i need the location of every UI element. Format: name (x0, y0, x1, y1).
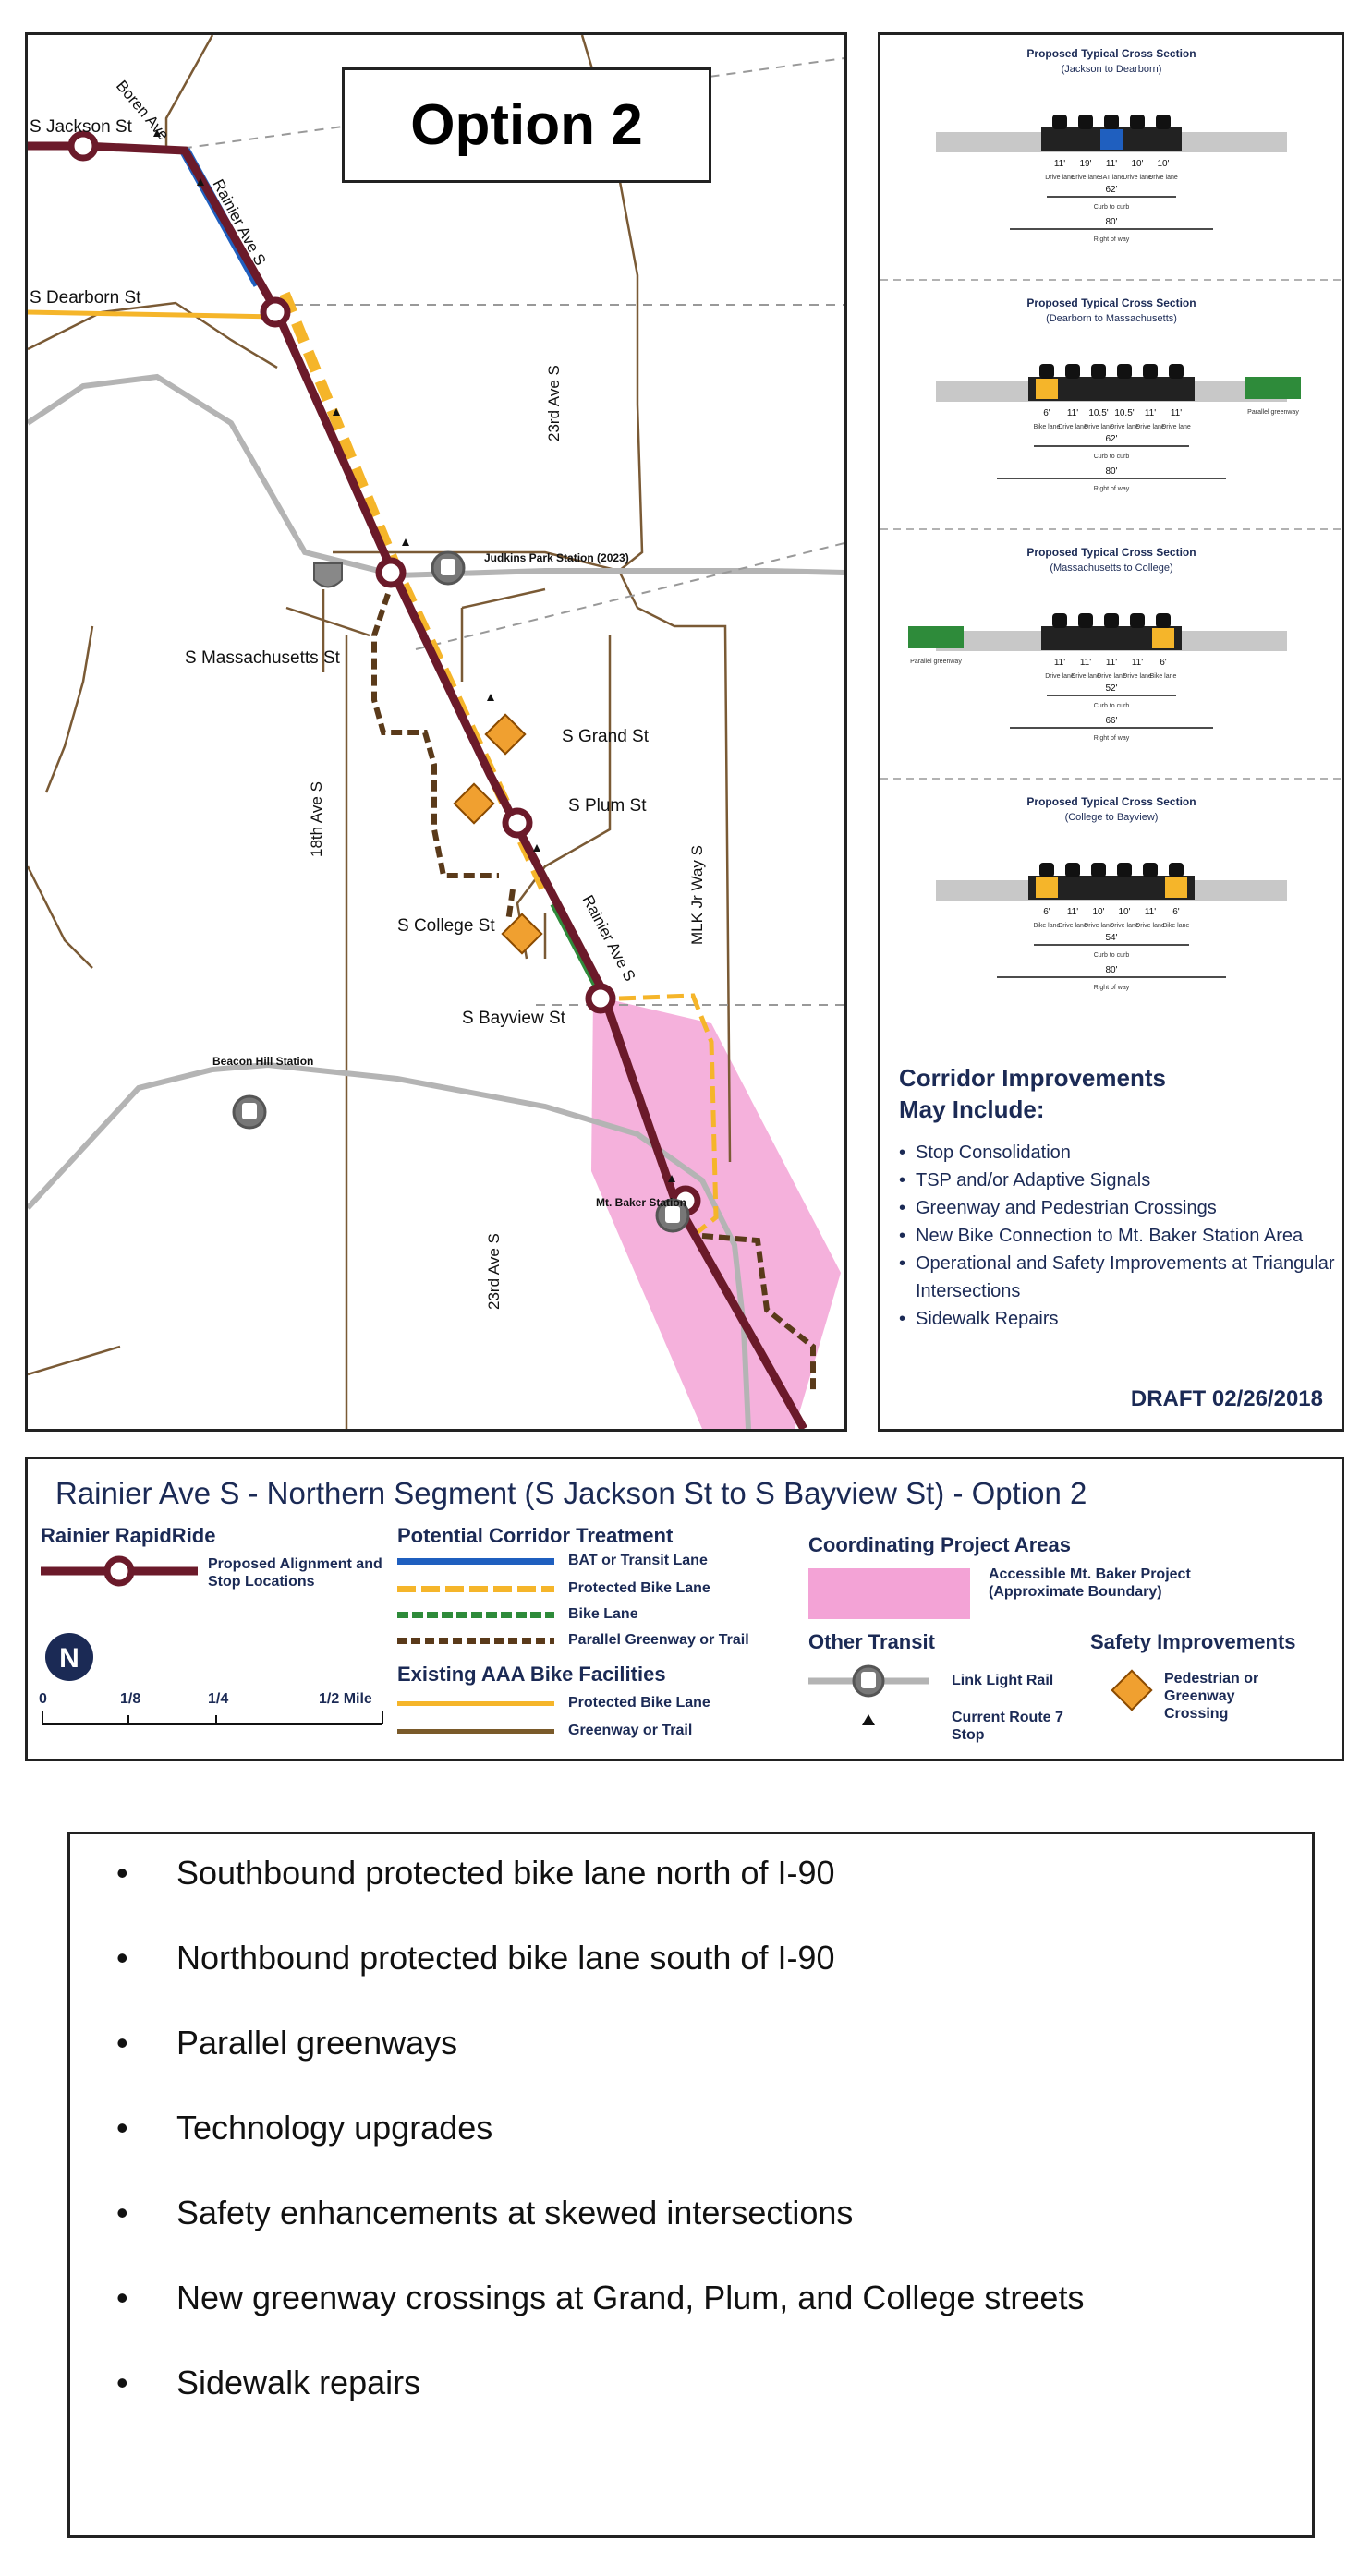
legend-light-rail: Link Light Rail (952, 1673, 1054, 1688)
legend-panel (25, 1457, 1344, 1761)
corridor-title-line2: May Include: (899, 1095, 1045, 1123)
note-item: • Northbound protected bike lane south of I-90 (116, 1938, 1084, 1978)
legend-other-transit-head: Other Transit (808, 1630, 935, 1653)
label-rainier-north: Rainier Ave S (209, 175, 270, 269)
row-label: Right of way (1093, 486, 1130, 492)
section-vehicle (1091, 863, 1106, 877)
lane-type: Bike lane (1162, 923, 1190, 929)
section-title: Proposed Typical Cross Section (1026, 546, 1196, 559)
corridor-improvements-list (899, 1139, 1342, 1333)
scale-quarter: 1/4 (208, 1691, 229, 1707)
lane-width: 6' (1172, 907, 1180, 917)
section-lane (1062, 379, 1084, 399)
legend-route7-icon (861, 1713, 876, 1726)
section-vehicle (1117, 863, 1132, 877)
legend-light-rail-symbol (808, 1663, 929, 1699)
existing-bike-dearborn (28, 312, 277, 317)
section-lane (1139, 379, 1161, 399)
lane-width: 10' (1131, 159, 1144, 169)
corridor-item: • Stop Consolidation (899, 1139, 1342, 1167)
lane-width: 6' (1043, 408, 1050, 418)
north-letter: N (59, 1643, 79, 1674)
legend-existing-protected: Protected Bike Lane (568, 1695, 710, 1711)
section-vehicle (1169, 863, 1184, 877)
lane-width: 11' (1131, 658, 1144, 668)
corridor-title-line1: Corridor Improvements (899, 1064, 1166, 1092)
cross-sections-panel (878, 32, 1344, 1432)
section-greenway-swatch (1245, 377, 1301, 399)
label-plum: S Plum St (568, 796, 647, 816)
lane-type: Drive lane (1123, 175, 1152, 181)
lane-type: Drive lane (1110, 424, 1139, 430)
lane-type: Drive lane (1135, 923, 1165, 929)
lane-width: 11' (1079, 658, 1092, 668)
legend-protected: Protected Bike Lane (568, 1580, 710, 1596)
section-lane (1126, 129, 1148, 150)
row-label: Right of way (1093, 735, 1130, 742)
legend-safety-icon (1109, 1667, 1155, 1713)
note-item: • Parallel greenways (116, 2023, 1084, 2063)
lane-width: 10' (1157, 159, 1170, 169)
label-grand: S Grand St (562, 727, 649, 746)
scale-0: 0 (39, 1691, 47, 1707)
section-lane (1036, 877, 1058, 898)
label-rainier-south: Rainier Ave S (578, 891, 639, 985)
lane-type: Drive lane (1097, 673, 1126, 680)
section-lane (1165, 877, 1187, 898)
section-vehicle (1143, 863, 1158, 877)
curb-to-curb-label: Curb to curb (1093, 204, 1130, 211)
lane-width: 19' (1079, 159, 1092, 169)
section-vehicle (1039, 364, 1054, 379)
section-vehicle (1039, 863, 1054, 877)
legend-bike-lane-line (397, 1612, 554, 1618)
legend-greenway-line (397, 1638, 554, 1644)
note-item: • Southbound protected bike lane north of I-90 (116, 1853, 1084, 1893)
section-lane (1139, 877, 1161, 898)
section-subtitle: (Dearborn to Massachusetts) (1046, 313, 1177, 324)
legend-rapidride-item: Proposed Alignment and Stop Locations (208, 1556, 382, 1590)
map-panel (25, 32, 847, 1432)
lane-type: Drive lane (1084, 424, 1113, 430)
note-item: • Safety enhancements at skewed intersections (116, 2193, 1084, 2233)
section-lane (1036, 379, 1058, 399)
section-vehicle (1078, 115, 1093, 129)
label-mlk: MLK Jr Way S (688, 845, 706, 945)
lane-width: 10' (1118, 907, 1131, 917)
legend-safety: Pedestrian or Greenway Crossing (1164, 1671, 1259, 1722)
section-lane (1165, 379, 1187, 399)
section-lane (1126, 628, 1148, 648)
section-vehicle (1052, 115, 1067, 129)
lane-width: 10.5' (1088, 408, 1109, 418)
label-jackson: S Jackson St (30, 117, 132, 137)
lane-type: Drive lane (1071, 175, 1100, 181)
lane-type: Drive lane (1084, 923, 1113, 929)
legend-existing-head: Existing AAA Bike Facilities (397, 1663, 666, 1686)
legend-coord-head: Coordinating Project Areas (808, 1533, 1072, 1556)
lane-type: Drive lane (1045, 673, 1075, 680)
notes-list (116, 1853, 1084, 2448)
lane-width: 11' (1053, 159, 1066, 169)
section-lane (1049, 628, 1071, 648)
section-lane (1113, 877, 1135, 898)
cross-section-diagrams (880, 35, 1342, 1051)
section-lane (1152, 628, 1174, 648)
section-vehicle (1052, 613, 1067, 628)
lane-type: Drive lane (1161, 424, 1191, 430)
section-lane (1049, 129, 1071, 150)
lane-width: 11' (1066, 408, 1079, 418)
corridor-item: • New Bike Connection to Mt. Baker Station Area (899, 1222, 1342, 1250)
note-item: • Sidewalk repairs (116, 2363, 1084, 2403)
section-lane (1062, 877, 1084, 898)
section-lane (1087, 379, 1110, 399)
label-mt-baker: Mt. Baker Station (596, 1196, 687, 1209)
section-vehicle (1156, 115, 1171, 129)
label-bayview: S Bayview St (462, 1009, 565, 1028)
curb-to-curb-value: 54' (1105, 933, 1118, 943)
section-vehicle (1130, 115, 1145, 129)
lane-width: 10.5' (1114, 408, 1135, 418)
corridor-item: • Greenway and Pedestrian Crossings (899, 1194, 1342, 1222)
corridor-item: • Sidewalk Repairs (899, 1305, 1342, 1333)
legend-rapidride-head: Rainier RapidRide (41, 1524, 216, 1547)
curb-to-curb-value: 62' (1105, 185, 1118, 195)
legend-mt-baker: Accessible Mt. Baker Project (Approximate Boundary) (989, 1566, 1191, 1600)
legend-title: Rainier Ave S - Northern Segment (S Jackson St to S Bayview St) - Option 2 (55, 1476, 1087, 1510)
section-title: Proposed Typical Cross Section (1026, 795, 1196, 808)
lane-width: 11' (1144, 907, 1157, 917)
label-18th: 18th Ave S (308, 781, 325, 857)
row-value: 80' (1105, 965, 1118, 975)
legend-route7: Current Route 7 Stop (952, 1710, 1063, 1743)
section-lane (1100, 129, 1123, 150)
curb-to-curb-value: 62' (1105, 434, 1118, 444)
row-value: 80' (1105, 466, 1118, 477)
lane-type: Drive lane (1135, 424, 1165, 430)
section-subtitle: (College to Bayview) (1064, 812, 1159, 823)
legend-mt-baker-swatch (808, 1568, 970, 1619)
lane-width: 11' (1066, 907, 1079, 917)
corridor-item: • TSP and/or Adaptive Signals (899, 1167, 1342, 1194)
label-dearborn: S Dearborn St (30, 288, 141, 308)
section-lane (1152, 129, 1174, 150)
label-23rd-north: 23rd Ave S (545, 365, 563, 441)
section-vehicle (1065, 863, 1080, 877)
highway-i90 (28, 377, 844, 575)
legend-protected-line (397, 1586, 554, 1592)
corridor-item: • Operational and Safety Improvements at Triangular Intersections (899, 1250, 1342, 1305)
section-lane (1100, 628, 1123, 648)
lane-type: Drive lane (1058, 923, 1087, 929)
lane-width: 11' (1170, 408, 1183, 418)
curb-to-curb-label: Curb to curb (1093, 703, 1130, 709)
curb-to-curb-label: Curb to curb (1093, 952, 1130, 959)
section-vehicle (1065, 364, 1080, 379)
lane-type: Bike lane (1033, 923, 1061, 929)
row-label: Right of way (1093, 236, 1130, 243)
row-value: 80' (1105, 217, 1118, 227)
label-judkins: Judkins Park Station (2023) (484, 551, 629, 564)
lane-width: 6' (1160, 658, 1167, 668)
legend-existing-greenway: Greenway or Trail (568, 1723, 693, 1738)
lane-type: Drive lane (1110, 923, 1139, 929)
lane-width: 11' (1144, 408, 1157, 418)
north-arrow-icon (44, 1630, 94, 1684)
section-lane (1113, 379, 1135, 399)
label-boren: Boren Ave (112, 77, 173, 144)
section-vehicle (1078, 613, 1093, 628)
label-beacon-hill: Beacon Hill Station (212, 1055, 314, 1068)
section-vehicle (1117, 364, 1132, 379)
section-vehicle (1130, 613, 1145, 628)
section-vehicle (1104, 613, 1119, 628)
section-side-label: Parallel greenway (910, 659, 962, 665)
lane-width: 10' (1092, 907, 1105, 917)
option-title: Option 2 (342, 67, 711, 183)
legend-treatment-head: Potential Corridor Treatment (397, 1524, 674, 1547)
label-massachusetts: S Massachusetts St (185, 648, 340, 668)
label-23rd-south: 23rd Ave S (485, 1233, 503, 1310)
section-vehicle (1091, 364, 1106, 379)
lane-width: 6' (1043, 907, 1050, 917)
section-vehicle (1169, 364, 1184, 379)
lane-type: Drive lane (1071, 673, 1100, 680)
lane-width: 11' (1105, 159, 1118, 169)
curb-to-curb-label: Curb to curb (1093, 454, 1130, 460)
row-value: 66' (1105, 716, 1118, 726)
section-side-label: Parallel greenway (1247, 409, 1299, 416)
lane-type: Drive lane (1148, 175, 1178, 181)
legend-bat: BAT or Transit Lane (568, 1553, 708, 1568)
section-lane (1075, 628, 1097, 648)
section-subtitle: (Jackson to Dearborn) (1061, 64, 1162, 75)
section-title: Proposed Typical Cross Section (1026, 47, 1196, 60)
section-leader-lines (166, 58, 844, 1005)
scale-eighth: 1/8 (120, 1691, 141, 1707)
lane-width: 11' (1105, 658, 1118, 668)
lane-type: Drive lane (1123, 673, 1152, 680)
scale-bar (41, 1704, 406, 1741)
legend-existing-protected-line (397, 1701, 554, 1706)
legend-safety-head: Safety Improvements (1090, 1630, 1296, 1653)
legend-greenway: Parallel Greenway or Trail (568, 1632, 749, 1648)
legend-bat-line (397, 1558, 554, 1565)
lane-width: 11' (1053, 658, 1066, 668)
lane-type: BAT lane (1098, 175, 1125, 181)
section-lane (1075, 129, 1097, 150)
note-item: • New greenway crossings at Grand, Plum, and College streets (116, 2278, 1084, 2318)
lane-type: Drive lane (1058, 424, 1087, 430)
row-label: Right of way (1093, 985, 1130, 991)
legend-bike-lane: Bike Lane (568, 1606, 638, 1622)
lane-type: Drive lane (1045, 175, 1075, 181)
section-greenway-swatch (908, 626, 964, 648)
notes-panel (67, 1832, 1315, 2538)
curb-to-curb-value: 52' (1105, 683, 1118, 694)
section-vehicle (1143, 364, 1158, 379)
section-subtitle: (Massachusetts to College) (1050, 562, 1173, 574)
section-vehicle (1104, 115, 1119, 129)
i90-shield (314, 563, 342, 587)
corridor-improvements-title (899, 1062, 1166, 1125)
lane-type: Bike lane (1149, 673, 1177, 680)
label-college: S College St (397, 916, 495, 936)
draft-date: DRAFT 02/26/2018 (1130, 1386, 1323, 1411)
section-title: Proposed Typical Cross Section (1026, 296, 1196, 309)
lane-type: Bike lane (1033, 424, 1061, 430)
note-item: • Technology upgrades (116, 2108, 1084, 2148)
legend-rapidride-symbol (41, 1554, 198, 1588)
legend-existing-greenway-line (397, 1729, 554, 1734)
scale-half-mile: 1/2 Mile (319, 1691, 372, 1707)
section-vehicle (1156, 613, 1171, 628)
route-map (28, 35, 844, 1429)
section-lane (1087, 877, 1110, 898)
